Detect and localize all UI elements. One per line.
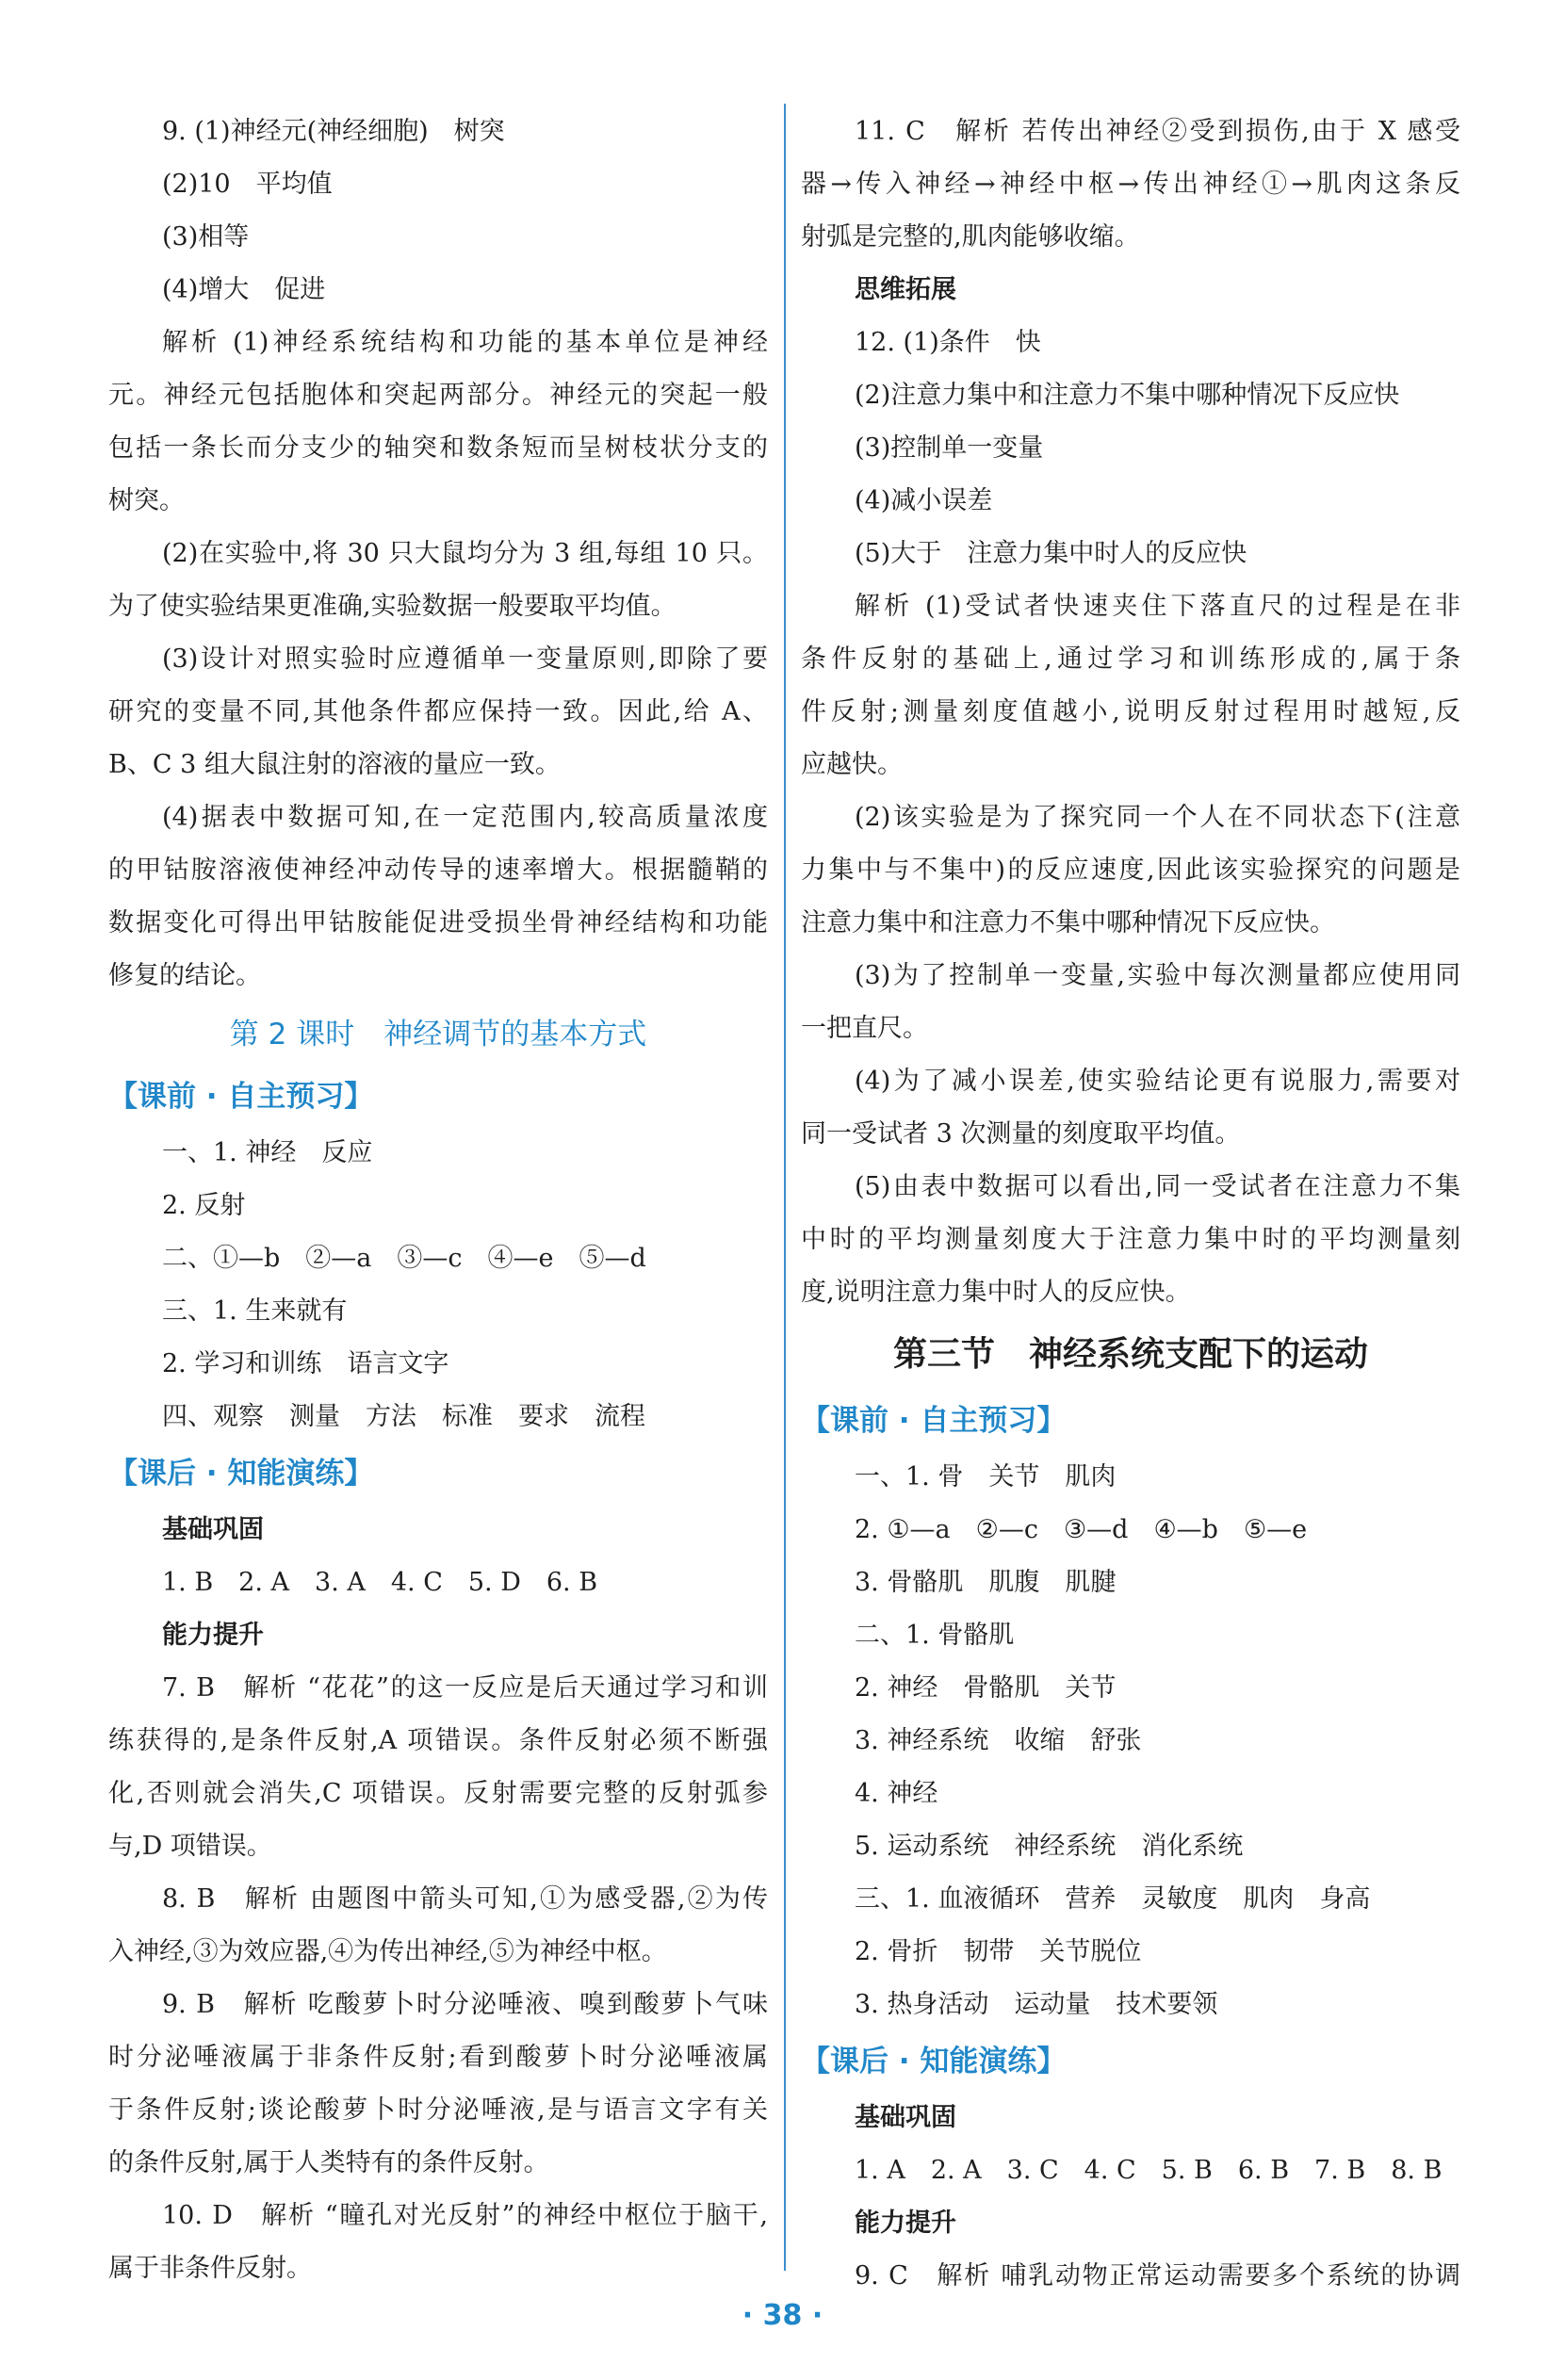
text-line: 一把直尺。	[801, 1014, 928, 1043]
text-line: 2. ①—a ②—c ③—d ④—b ⑤—e	[855, 1515, 1308, 1544]
text-line: 练获得的,是条件反射,A 项错误。条件反射必须不断强	[108, 1726, 768, 1755]
text-line: 3. 骨骼肌 肌腹 肌腱	[855, 1568, 1117, 1597]
subsection-label: 基础巩固	[855, 2103, 956, 2132]
text-line: (4)为了减小误差,使实验结论更有说服力,需要对	[855, 1067, 1460, 1096]
text-line: 为了使实验结果更准确,实验数据一般要取平均值。	[108, 592, 677, 621]
text-line: 5. 运动系统 神经系统 消化系统	[855, 1832, 1244, 1861]
text-line: 修复的结论。	[108, 961, 261, 990]
text-line: (3)为了控制单一变量,实验中每次测量都应使用同	[855, 961, 1460, 990]
text-line: 研究的变量不同,其他条件都应保持一致。因此,给 A、	[108, 697, 768, 726]
text-line: 1. A 2. A 3. C 4. C 5. B 6. B 7. B 8. B	[855, 2156, 1443, 2185]
text-line: (3)控制单一变量	[855, 433, 1044, 463]
text-line: 于条件反射;谈论酸萝卜时分泌唾液,是与语言文字有关	[108, 2095, 768, 2125]
text-line: 10. D 解析 “瞳孔对光反射”的神经中枢位于脑干,	[162, 2201, 768, 2230]
text-line: 包括一条长而分支少的轴突和数条短而呈树枝状分支的	[108, 433, 768, 463]
text-line: 数据变化可得出甲钴胺能促进受损坐骨神经结构和功能	[108, 908, 768, 937]
text-line: B、C 3 组大鼠注射的溶液的量应一致。	[108, 750, 561, 779]
part-heading: 【课后 · 知能演练】	[108, 1457, 374, 1491]
text-line: 9. B 解析 吃酸萝卜时分泌唾液、嗅到酸萝卜气味	[162, 1990, 768, 2019]
text-line: (5)大于 注意力集中时人的反应快	[855, 539, 1247, 568]
text-line: 三、1. 血液循环 营养 灵敏度 肌肉 身高	[855, 1884, 1371, 1914]
text-line: 力集中与不集中)的反应速度,因此该实验探究的问题是	[801, 856, 1460, 885]
text-line: 四、观察 测量 方法 标准 要求 流程	[162, 1402, 645, 1431]
text-line: 7. B 解析 “花花”的这一反应是后天通过学习和训	[162, 1673, 768, 1703]
text-line: 2. 骨折 韧带 关节脱位	[855, 1937, 1142, 1966]
text-line: 入神经,③为效应器,④为传出神经,⑤为神经中枢。	[108, 1937, 667, 1966]
subsection-label: 能力提升	[162, 1621, 264, 1650]
text-line: 三、1. 生来就有	[162, 1296, 348, 1326]
text-line: (4)减小误差	[855, 486, 993, 515]
section-heading: 第 2 课时 神经调节的基本方式	[229, 1018, 647, 1051]
text-line: 的条件反射,属于人类特有的条件反射。	[108, 2148, 549, 2177]
text-line: 2. 反射	[162, 1191, 246, 1220]
text-line: (5)由表中数据可以看出,同一受试者在注意力不集	[855, 1172, 1460, 1201]
text-line: 属于非条件反射。	[108, 2254, 312, 2283]
text-line: 解析 (1)受试者快速夹住下落直尺的过程是在非	[855, 592, 1460, 621]
text-line: 2. 神经 骨骼肌 关节	[855, 1673, 1117, 1703]
text-line: 度,说明注意力集中时人的反应快。	[801, 1278, 1191, 1307]
text-line: (2)10 平均值	[162, 170, 333, 199]
text-line: (3)相等	[162, 222, 250, 252]
subsection-label: 能力提升	[855, 2209, 956, 2238]
text-line: 9. C 解析 哺乳动物正常运动需要多个系统的协调	[855, 2261, 1460, 2290]
text-line: 应越快。	[801, 750, 903, 779]
text-line: 11. C 解析 若传出神经②受到损伤,由于 X 感受	[855, 117, 1460, 146]
text-line: 注意力集中和注意力不集中哪种情况下反应快。	[801, 908, 1335, 937]
text-line: 二、1. 骨骼肌	[855, 1621, 1015, 1650]
text-line: (2)在实验中,将 30 只大鼠均分为 3 组,每组 10 只。	[162, 539, 768, 568]
text-line: 二、①—b ②—a ③—c ④—e ⑤—d	[162, 1244, 646, 1273]
text-line: 中时的平均测量刻度大于注意力集中时的平均测量刻	[801, 1225, 1460, 1254]
text-line: 件反射;测量刻度值越小,说明反射过程用时越短,反	[801, 697, 1460, 726]
page-number: · 38 ·	[742, 2299, 823, 2332]
text-line: 12. (1)条件 快	[855, 328, 1041, 357]
part-heading: 【课后 · 知能演练】	[801, 2045, 1067, 2078]
right-column	[801, 106, 1460, 2303]
text-line: 与,D 项错误。	[108, 1832, 272, 1861]
text-line: 解析 (1)神经系统结构和功能的基本单位是神经	[162, 328, 768, 357]
text-line: 3. 神经系统 收缩 舒张	[855, 1726, 1142, 1755]
text-line: 2. 学习和训练 语言文字	[162, 1349, 449, 1378]
text-line: (2)注意力集中和注意力不集中哪种情况下反应快	[855, 381, 1400, 410]
text-line: (4)增大 促进	[162, 275, 326, 304]
column-divider	[784, 104, 786, 2271]
text-line: 条件反射的基础上,通过学习和训练形成的,属于条	[801, 644, 1460, 674]
chapter-heading: 第三节 神经系统支配下的运动	[892, 1335, 1368, 1374]
text-line: 4. 神经	[855, 1779, 938, 1808]
text-line: 8. B 解析 由题图中箭头可知,①为感受器,②为传	[162, 1884, 768, 1914]
text-line: 元。神经元包括胞体和突起两部分。神经元的突起一般	[108, 381, 768, 410]
subsection-label: 思维拓展	[855, 275, 956, 304]
text-line: 一、1. 骨 关节 肌肉	[855, 1462, 1117, 1492]
text-line: 的甲钴胺溶液使神经冲动传导的速率增大。根据髓鞘的	[108, 856, 768, 885]
part-heading: 【课前 · 自主预习】	[801, 1404, 1067, 1438]
subsection-label: 基础巩固	[162, 1515, 264, 1544]
text-line: 3. 热身活动 运动量 技术要领	[855, 1990, 1218, 2019]
left-column	[108, 106, 768, 2295]
text-line: 时分泌唾液属于非条件反射;看到酸萝卜时分泌唾液属	[108, 2043, 768, 2072]
text-line: 1. B 2. A 3. A 4. C 5. D 6. B	[162, 1568, 598, 1597]
text-line: (2)该实验是为了探究同一个人在不同状态下(注意	[855, 803, 1460, 832]
text-line: 化,否则就会消失,C 项错误。反射需要完整的反射弧参	[108, 1779, 768, 1808]
part-heading: 【课前 · 自主预习】	[108, 1080, 374, 1114]
text-line: 9. (1)神经元(神经细胞) 树突	[162, 117, 505, 146]
text-line: 一、1. 神经 反应	[162, 1138, 373, 1167]
text-line: 器→传入神经→神经中枢→传出神经①→肌肉这条反	[801, 170, 1460, 199]
text-line: (3)设计对照实验时应遵循单一变量原则,即除了要	[162, 644, 768, 674]
text-line: 同一受试者 3 次测量的刻度取平均值。	[801, 1119, 1241, 1149]
text-line: 射弧是完整的,肌肉能够收缩。	[801, 222, 1140, 252]
text-line: (4)据表中数据可知,在一定范围内,较高质量浓度	[162, 803, 768, 832]
text-line: 树突。	[108, 486, 185, 515]
